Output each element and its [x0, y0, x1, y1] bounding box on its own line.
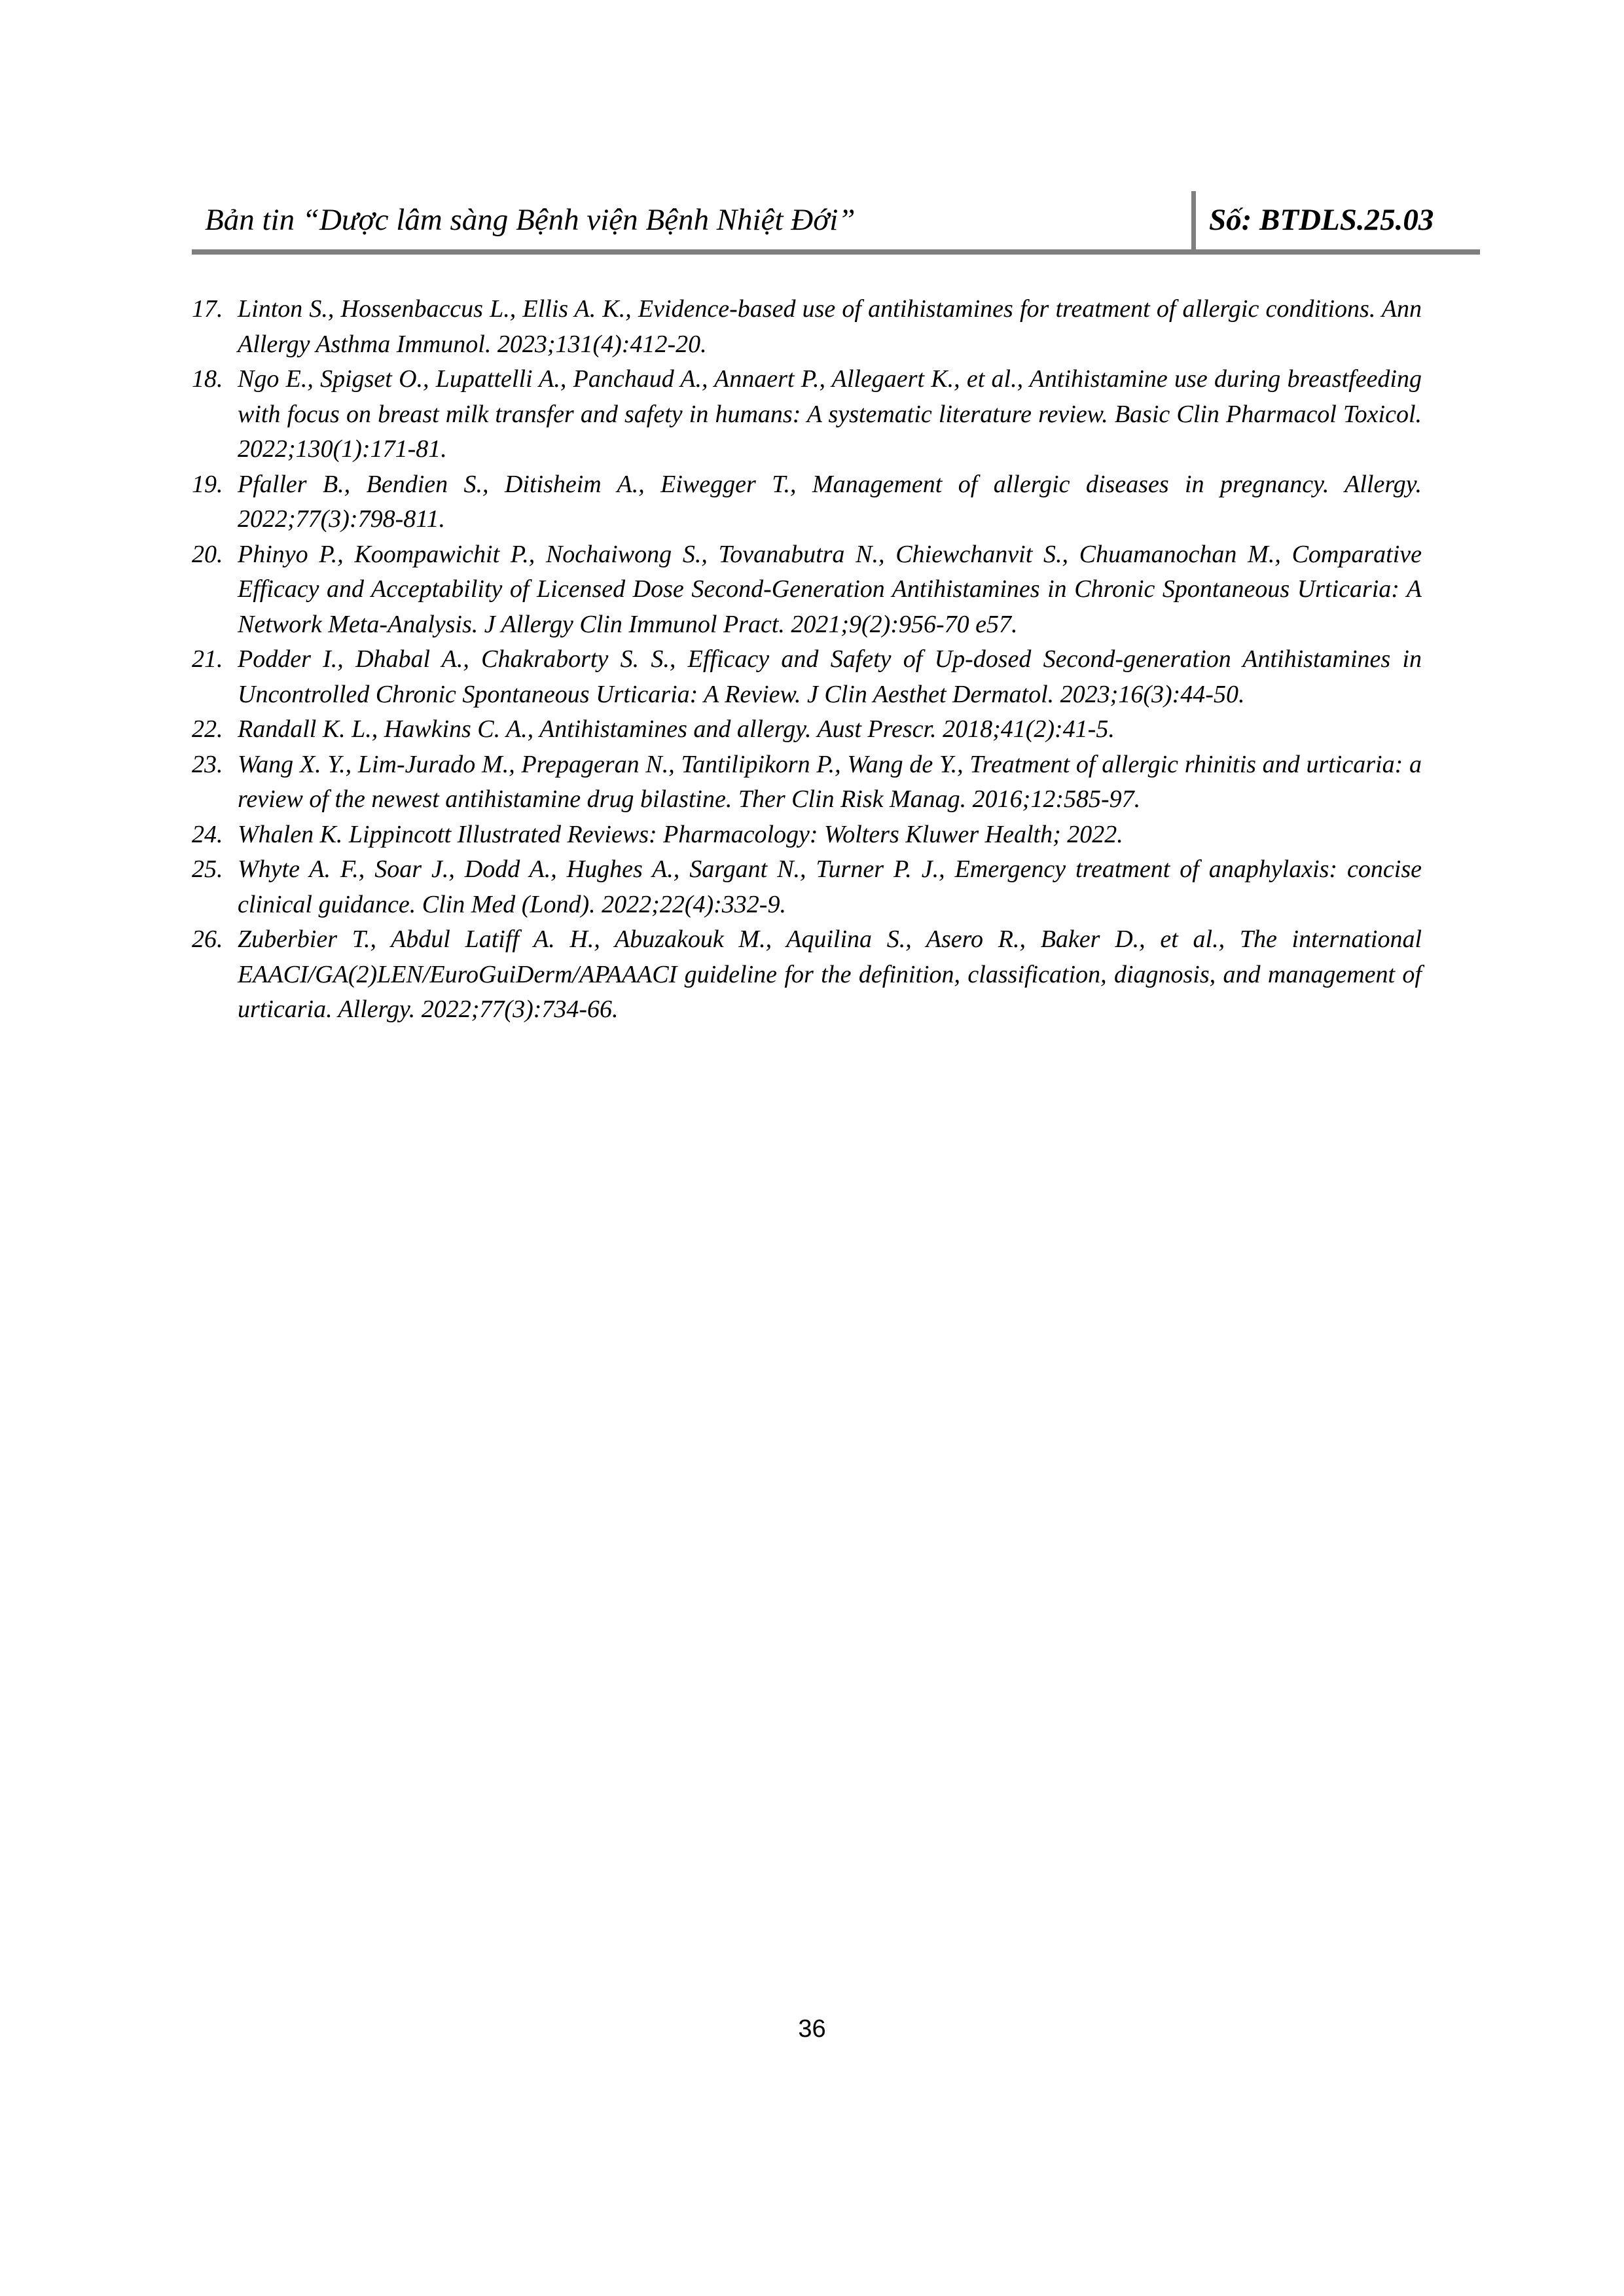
- reference-number: 20.: [192, 540, 223, 568]
- reference-text: Zuberbier T., Abdul Latiff A. H., Abuzakouk M., Aquilina S., Asero R., Baker D., et al., The international EAACI/GA(2)LEN/EuroGuiDerm/APAAACI guideline for the definition, classification, diagnosis, and management of urticaria. Allergy. 2022;77(3):734-66.: [238, 925, 1422, 1023]
- reference-number: 24.: [192, 820, 223, 848]
- reference-list: [192, 292, 1422, 1028]
- reference-text: Podder I., Dhabal A., Chakraborty S. S., Efficacy and Safety of Up-dosed Second-generation Antihistamines in Uncontrolled Chronic Spontaneous Urticaria: A Review. J Clin Aesthet Dermatol. 2023;16(3):44-50.: [238, 645, 1422, 708]
- reference-number: 19.: [192, 470, 223, 498]
- reference-item: [192, 817, 1422, 853]
- reference-number: 25.: [192, 855, 223, 883]
- reference-item: [192, 467, 1422, 537]
- reference-text: Phinyo P., Koompawichit P., Nochaiwong S., Tovanabutra N., Chiewchanvit S., Chuamanochan M., Comparative Efficacy and Acceptability of Licensed Dose Second-Generation Antihistamines in Chronic Spontaneous Urticaria: A Network Meta-Analysis. J Allergy Clin Immunol Pract. 2021;9(2):956-70 e57.: [238, 540, 1422, 638]
- reference-text: Randall K. L., Hawkins C. A., Antihistamines and allergy. Aust Prescr. 2018;41(2):41-5.: [238, 715, 1115, 743]
- reference-number: 26.: [192, 925, 223, 953]
- reference-item: [192, 362, 1422, 467]
- reference-number: 17.: [192, 295, 223, 323]
- reference-text: Pfaller B., Bendien S., Ditisheim A., Eiwegger T., Management of allergic diseases in pregnancy. Allergy. 2022;77(3):798-811.: [238, 470, 1422, 533]
- reference-item: [192, 537, 1422, 643]
- reference-number: 21.: [192, 645, 223, 673]
- page-number: 36: [798, 2015, 826, 2043]
- header-rule: [192, 249, 1480, 255]
- reference-item: [192, 852, 1422, 922]
- reference-number: 18.: [192, 365, 223, 393]
- reference-number: 22.: [192, 715, 223, 743]
- issue-number: Số: BTDLS.25.03: [1209, 203, 1434, 237]
- reference-item: [192, 642, 1422, 712]
- reference-item: [192, 712, 1422, 747]
- reference-text: Ngo E., Spigset O., Lupattelli A., Panchaud A., Annaert P., Allegaert K., et al., Antihistamine use during breastfeeding with focus on breast milk transfer and safety in humans: A systematic literature review. Basic Clin Pharmacol Toxicol. 2022;130(1):171-81.: [238, 365, 1422, 463]
- reference-text: Wang X. Y., Lim-Jurado M., Prepageran N., Tantilipikorn P., Wang de Y., Treatment of allergic rhinitis and urticaria: a review of the newest antihistamine drug bilastine. Ther Clin Risk Manag. 2016;12:585-97.: [238, 750, 1422, 813]
- reference-text: Whyte A. F., Soar J., Dodd A., Hughes A., Sargant N., Turner P. J., Emergency treatment of anaphylaxis: concise clinical guidance. Clin Med (Lond). 2022;22(4):332-9.: [238, 855, 1422, 918]
- reference-item: [192, 922, 1422, 1028]
- bulletin-title: Bản tin “Dược lâm sàng Bệnh viện Bệnh Nhiệt Đới”: [205, 203, 856, 237]
- reference-item: [192, 747, 1422, 817]
- reference-number: 23.: [192, 750, 223, 778]
- reference-text: Whalen K. Lippincott Illustrated Reviews: Pharmacology: Wolters Kluwer Health; 2022.: [238, 820, 1123, 848]
- page-header: [192, 191, 1480, 257]
- reference-text: Linton S., Hossenbaccus L., Ellis A. K., Evidence-based use of antihistamines for treatment of allergic conditions. Ann Allergy Asthma Immunol. 2023;131(4):412-20.: [238, 295, 1422, 358]
- header-divider: [1191, 191, 1196, 250]
- reference-item: [192, 292, 1422, 362]
